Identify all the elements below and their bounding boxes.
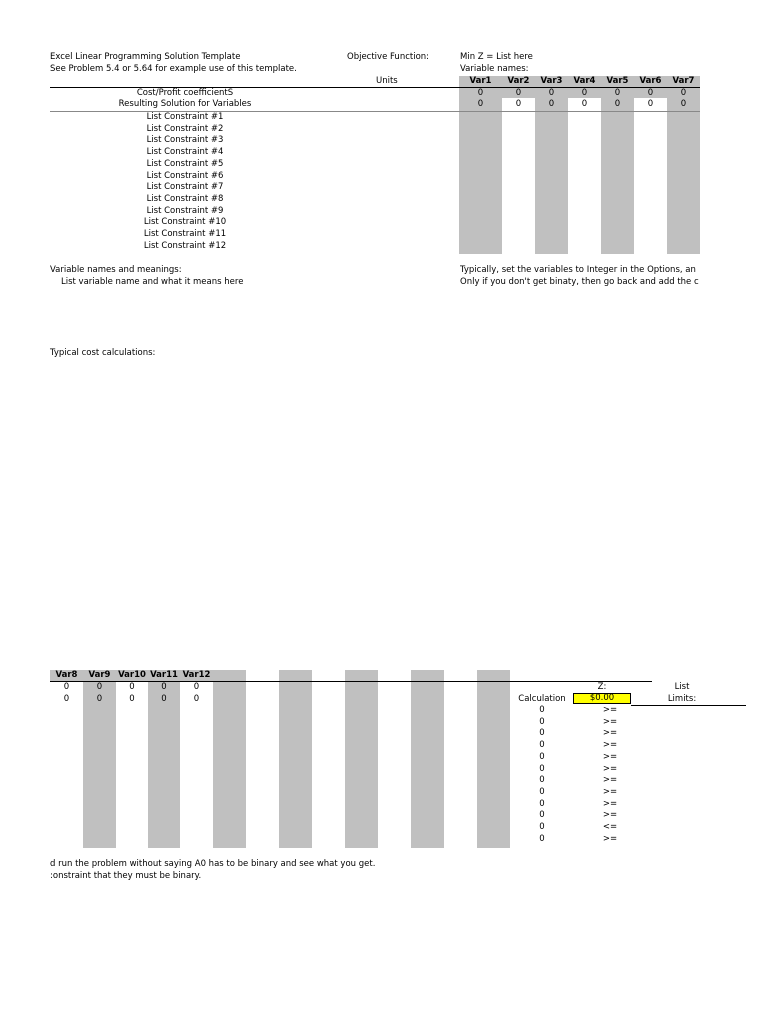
template-subtitle: See Problem 5.4 or 5.64 for example use of this template. xyxy=(50,64,297,74)
limits-label: Limits: xyxy=(667,694,697,704)
constraint-sign[interactable]: >= xyxy=(602,810,618,821)
var5-header: Var5 xyxy=(606,76,629,86)
blank-column-shade xyxy=(213,670,246,848)
coefficients-row-label: Cost/Profit coefficientS xyxy=(136,88,234,98)
list-label: List xyxy=(674,682,690,692)
var12-solution[interactable]: 0 xyxy=(193,694,200,704)
continuation-note-line-2: :onstraint that they must be binary. xyxy=(50,871,202,881)
constraint-label: List Constraint #9 xyxy=(146,205,224,216)
constraint-label: List Constraint #8 xyxy=(146,193,224,204)
constraint-sign[interactable]: >= xyxy=(602,833,618,844)
constraint-label: List Constraint #11 xyxy=(143,229,227,239)
constraint-calculation: 0 xyxy=(539,716,545,727)
typically-note-line-1: Typically, set the variables to Integer in the Options, an xyxy=(460,265,696,275)
var11-solution[interactable]: 0 xyxy=(161,694,167,704)
var8-solution[interactable]: 0 xyxy=(63,694,70,704)
variable-meanings-text: List variable name and what it means here xyxy=(61,277,244,287)
blank-column-shade xyxy=(477,670,510,848)
constraint-sign[interactable]: >= xyxy=(602,728,618,739)
limits-rule xyxy=(631,705,746,706)
blank-column-shade xyxy=(411,670,444,848)
template-title: Excel Linear Programming Solution Template xyxy=(50,52,241,62)
var12-coefficient[interactable]: 0 xyxy=(193,682,200,692)
var6-coefficient[interactable]: 0 xyxy=(647,88,654,98)
constraint-calculation: 0 xyxy=(539,751,545,762)
constraint-label: List Constraint #7 xyxy=(146,182,224,193)
constraint-sign[interactable]: >= xyxy=(602,705,618,715)
constraint-calculation: 0 xyxy=(539,786,545,797)
z-value-cell[interactable]: $0.00 xyxy=(573,693,631,704)
var1-coefficient[interactable]: 0 xyxy=(477,88,484,98)
var9-solution[interactable]: 0 xyxy=(96,694,103,704)
constraint-label: List Constraint #2 xyxy=(146,123,224,134)
var5-coefficient[interactable]: 0 xyxy=(614,88,621,98)
var7-coefficient[interactable]: 0 xyxy=(680,88,687,98)
var9-coefficient[interactable]: 0 xyxy=(96,682,103,692)
var6-solution[interactable]: 0 xyxy=(647,99,654,109)
constraint-calculation: 0 xyxy=(539,740,545,751)
var3-solution[interactable]: 0 xyxy=(548,99,555,109)
var2-coefficient[interactable]: 0 xyxy=(515,88,522,98)
constraint-calculation: 0 xyxy=(539,775,545,786)
constraint-sign[interactable]: >= xyxy=(602,740,618,751)
variable-names-label: Variable names: xyxy=(460,64,529,74)
var6-header: Var6 xyxy=(639,76,662,86)
constraint-sign[interactable]: >= xyxy=(602,786,618,797)
blank-column-shade xyxy=(279,670,312,848)
constraint-label: List Constraint #6 xyxy=(146,170,224,181)
constraint-calculation: 0 xyxy=(539,798,545,809)
var10-coefficient[interactable]: 0 xyxy=(129,682,135,692)
var5-solution[interactable]: 0 xyxy=(614,99,621,109)
var12-header: Var12 xyxy=(182,670,211,680)
constraint-sign[interactable]: >= xyxy=(602,775,618,786)
calculation-label: Calculation xyxy=(518,694,566,704)
var1-solution[interactable]: 0 xyxy=(477,99,484,109)
var4-solution[interactable]: 0 xyxy=(581,99,588,109)
constraint-label: List Constraint #3 xyxy=(146,135,224,146)
constraint-label: List Constraint #5 xyxy=(146,158,224,169)
var10-solution[interactable]: 0 xyxy=(129,694,135,704)
var1-header: Var1 xyxy=(469,76,492,86)
constraint-sign[interactable]: >= xyxy=(602,763,618,774)
var3-coefficient[interactable]: 0 xyxy=(548,88,555,98)
var7-header: Var7 xyxy=(672,76,695,86)
constraint-sign[interactable]: >= xyxy=(602,716,618,727)
var11-coefficient[interactable]: 0 xyxy=(161,682,167,692)
constraint-calculation: 0 xyxy=(539,810,545,821)
z-label: Z: xyxy=(597,682,607,692)
constraint-sign[interactable]: >= xyxy=(602,798,618,809)
continuation-note-line-1: d run the problem without saying A0 has to be binary and see what you get. xyxy=(50,859,376,869)
constraint-label: List Constraint #4 xyxy=(146,147,224,158)
var10-header: Var10 xyxy=(118,670,146,680)
var11-header: Var11 xyxy=(150,670,178,680)
var3-header: Var3 xyxy=(540,76,563,86)
objective-function-value[interactable]: Min Z = List here xyxy=(460,52,533,62)
var2-solution[interactable]: 0 xyxy=(515,99,522,109)
var2-header: Var2 xyxy=(507,76,530,86)
blank-column-shade xyxy=(345,670,378,848)
var8-coefficient[interactable]: 0 xyxy=(63,682,70,692)
var4-header: Var4 xyxy=(573,76,596,86)
constraint-label: List Constraint #12 xyxy=(143,240,227,251)
constraint-sign[interactable]: <= xyxy=(602,822,618,832)
constraint-calculation: 0 xyxy=(539,822,545,832)
variable-meanings-label: Variable names and meanings: xyxy=(50,265,182,275)
typically-note-line-2: Only if you don't get binaty, then go back and add the c xyxy=(460,277,699,287)
typical-cost-calculations-label: Typical cost calculations: xyxy=(50,348,156,358)
var4-coefficient[interactable]: 0 xyxy=(581,88,588,98)
constraint-label: List Constraint #10 xyxy=(143,217,227,228)
var9-header: Var9 xyxy=(88,670,111,680)
objective-function-label: Objective Function: xyxy=(347,52,430,62)
var7-solution[interactable]: 0 xyxy=(680,99,687,109)
constraint-sign[interactable]: >= xyxy=(602,751,618,762)
constraint-label: List Constraint #1 xyxy=(146,112,224,122)
constraint-calculation: 0 xyxy=(539,763,545,774)
solution-row-label: Resulting Solution for Variables xyxy=(118,99,252,109)
constraint-calculation: 0 xyxy=(539,833,545,844)
units-label: Units xyxy=(376,76,398,86)
constraint-calculation: 0 xyxy=(539,728,545,739)
var8-header: Var8 xyxy=(55,670,78,680)
constraint-calculation: 0 xyxy=(539,705,545,715)
